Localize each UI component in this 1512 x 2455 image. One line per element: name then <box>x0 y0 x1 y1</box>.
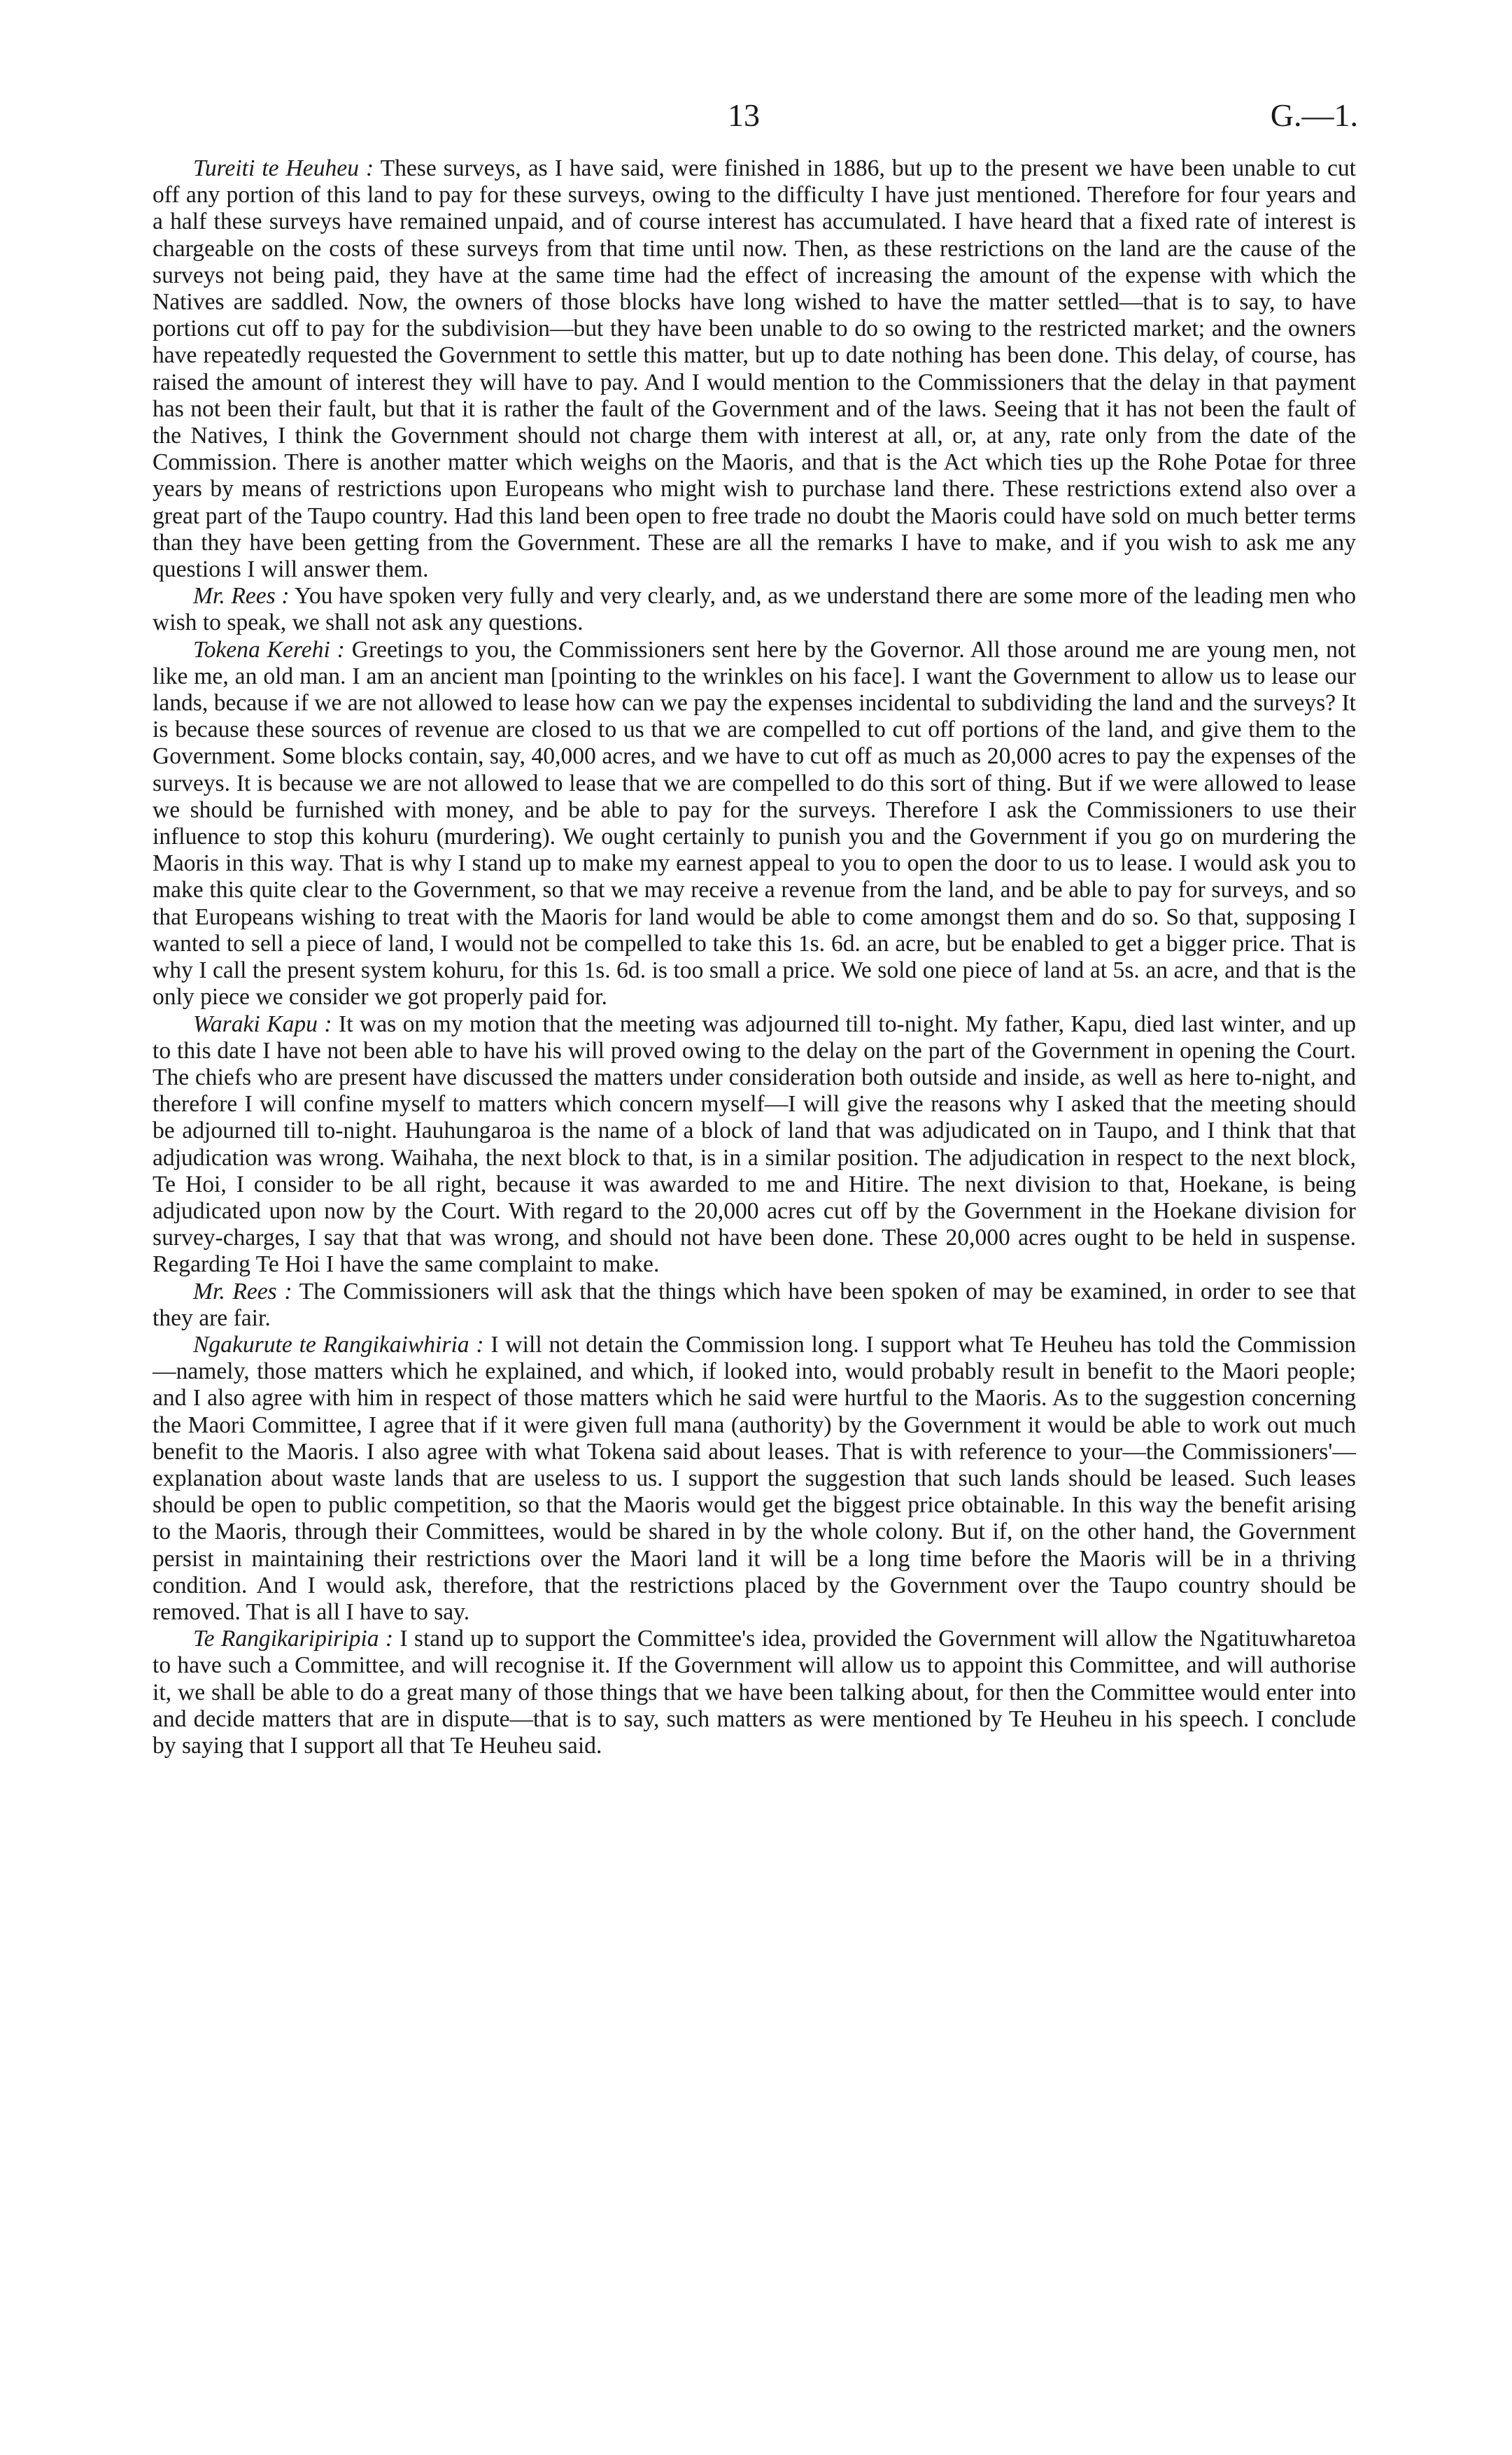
document-body <box>153 155 1356 1759</box>
speech-text: The Commissioners will ask that the things which have been spoken of may be examined, in order to see that they are fair. <box>153 1278 1356 1331</box>
paragraph <box>153 1626 1356 1759</box>
speech-text: I will not detain the Commission long. I support what Te Heuheu has told the Commission—namely, those matters which he explained, and which, if looked into, would probably result in benefit to the Maori people; and I also agree with him in respect of those matters which he said were hurtful to the Maoris. As to the suggestion concerning the Maori Committee, I agree that if it were given full mana (authority) by the Government it would be able to work out much benefit to the Maoris. I also agree with what Tokena said about leases. That is with reference to your—the Commissioners'—explanation about waste lands that are useless to us. I support the suggestion that such lands should be leased. Such leases should be open to public competition, so that the Maoris would get the biggest price obtainable. In this way the benefit arising to the Maoris, through their Committees, would be shared in by the whole colony. But if, on the other hand, the Government persist in maintaining their restrictions over the Maori land it will be a long time before the Maoris will be in a thriving condition. And I would ask, therefore, that the restrictions placed by the Government over the Taupo country should be removed. That is all I have to say. <box>153 1331 1356 1625</box>
speaker-name: Tureiti te Heuheu : <box>193 155 374 181</box>
speech-text: You have spoken very fully and very clearly, and, as we understand there are some more of the leading men who wish to speak, we shall not ask any questions. <box>153 583 1356 636</box>
paragraph <box>153 1279 1356 1332</box>
speech-text: It was on my motion that the meeting was adjourned till to-night. My father, Kapu, died last winter, and up to this date I have not been able to have his will proved owing to the delay on the part of the Government in opening the Court. The chiefs who are present have discussed the matters under consideration both outside and inside, as well as here to-night, and therefore I will confine myself to matters which concern myself—I will give the reasons why I asked that the meeting should be adjourned till to-night. Hauhungaroa is the name of a block of land that was adjudicated on in Taupo, and I think that that adjudication was wrong. Waihaha, the next block to that, is in a similar position. The adjudication in respect to the next block, Te Hoi, I consider to be all right, because it was awarded to me and Hitire. The next division to that, Hoekane, is being adjudicated upon now by the Court. With regard to the 20,000 acres cut off by the Government in the Hoekane division for survey-charges, I say that that was wrong, and should not have been done. These 20,000 acres ought to be held in suspense. Regarding Te Hoi I have the same complaint to make. <box>153 1011 1357 1278</box>
speech-text: Greetings to you, the Commissioners sent here by the Governor. All those around me are young men, not like me, an old man. I am an ancient man [pointing to the wrinkles on his face]. I want the Government to allow us to lease our lands, because if we are not allowed to lease how can we pay the expenses incidental to subdividing the land and the surveys? It is because these sources of revenue are closed to us that we are compelled to cut off portions of the land, and give them to the Government. Some blocks contain, say, 40,000 acres, and we have to cut off as much as 20,000 acres to pay the expenses of the surveys. It is because we are not allowed to lease that we are compelled to do this sort of thing. But if we were allowed to lease we should be furnished with money, and be able to pay for the surveys. Therefore I ask the Commissioners to use their influence to stop this kohuru (murdering). We ought certainly to punish you and the Government if you go on murdering the Maoris in this way. That is why I stand up to make my earnest appeal to you to open the door to us to lease. I would ask you to make this quite clear to the Government, so that we may receive a revenue from the land, and be able to pay for surveys, and so that Europeans wishing to treat with the Maoris for land would be able to come amongst them and do so. So that, supposing I wanted to sell a piece of land, I would not be compelled to take this 1s. 6d. an acre, but be enabled to get a bigger price. That is why I call the present system kohuru, for this 1s. 6d. is too small a price. We sold one piece of land at 5s. an acre, and that is the only piece we consider we got properly paid for. <box>153 636 1356 1011</box>
speaker-name: Mr. Rees : <box>193 1278 292 1304</box>
speaker-name: Ngakurute te Rangikaiwhiria : <box>193 1331 484 1358</box>
speech-text: I stand up to support the Committee's idea, provided the Government will allow the Ngatituwharetoa to have such a Committee, and will recognise it. If the Government will allow us to appoint this Committee, and will authorise it, we shall be able to do a great many of those things that we have been talking about, for then the Committee would enter into and decide matters that are in dispute—that is to say, such matters as were mentioned by Te Heuheu in his speech. I conclude by saying that I support all that Te Heuheu said. <box>153 1626 1357 1759</box>
page-number: 13 <box>728 97 760 133</box>
speaker-name: Te Rangikaripiripia : <box>193 1626 394 1652</box>
paragraph <box>153 583 1356 636</box>
speaker-name: Mr. Rees : <box>193 583 290 610</box>
paragraph <box>153 637 1356 1011</box>
speech-text: These surveys, as I have said, were finished in 1886, but up to the present we have been unable to cut off any portion of this land to pay for these surveys, owing to the difficulty I have just mentioned. Therefore for four years and a half these surveys have remained unpaid, and of course interest has accumulated. I have heard that a fixed rate of interest is chargeable on the costs of these surveys from that time until now. Then, as these restrictions on the land are the cause of the surveys not being paid, they have at the same time had the effect of increasing the amount of the expense with which the Natives are saddled. Now, the owners of those blocks have long wished to have the matter settled—that is to say, to have portions cut off to pay for the subdivision—but they have been unable to do so owing to the restricted market; and the owners have repeatedly requested the Government to settle this matter, but up to date nothing has been done. This delay, of course, has raised the amount of interest they will have to pay. And I would mention to the Commissioners that the delay in that payment has not been their fault, but that it is rather the fault of the Government and of the laws. Seeing that it has not been the fault of the Natives, I think the Government should not charge them with interest at all, or, at any, rate only from the date of the Commission. There is another matter which weighs on the Maoris, and that is the Act which ties up the Rohe Potae for three years by means of restrictions upon Europeans who might wish to purchase land there. These restrictions extend also over a great part of the Taupo country. Had this land been open to free trade no doubt the Maoris could have sold on much better terms than they have been getting from the Government. These are all the remarks I have to make, and if you wish to ask me any questions I will answer them. <box>153 155 1356 583</box>
speaker-name: Waraki Kapu : <box>193 1011 332 1037</box>
paragraph <box>153 1332 1356 1626</box>
document-code: G.—1. <box>1270 97 1358 133</box>
paragraph <box>153 155 1356 583</box>
paragraph <box>153 1011 1356 1279</box>
speaker-name: Tokena Kerehi : <box>193 636 345 663</box>
